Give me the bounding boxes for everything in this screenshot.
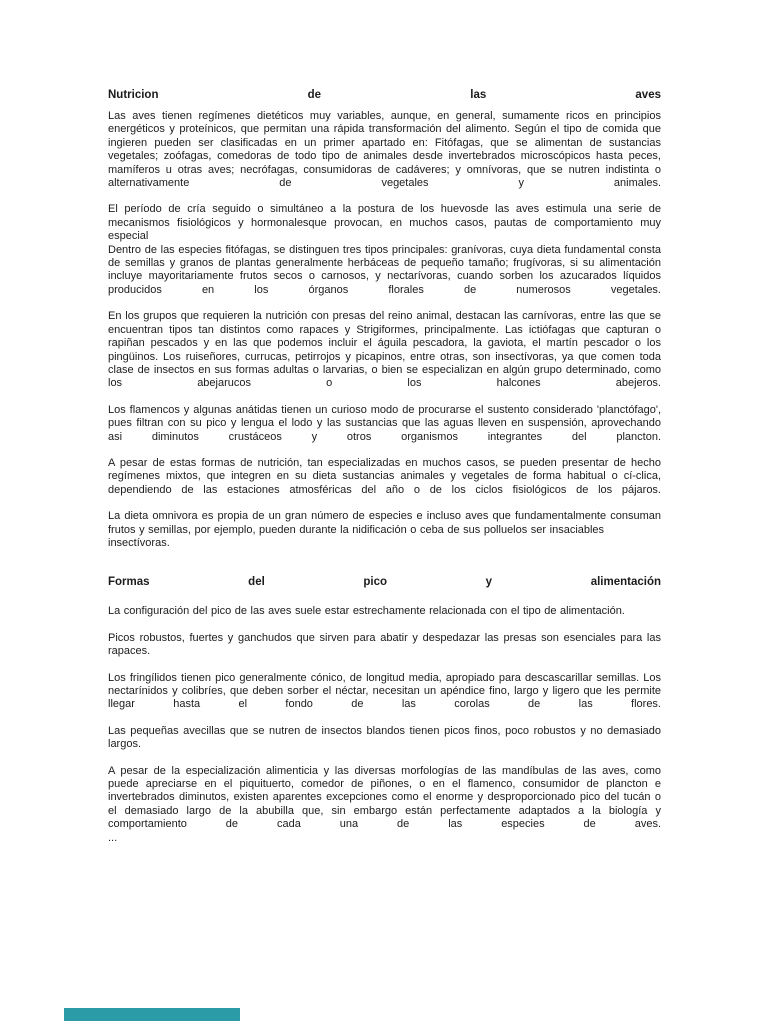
paragraph: Picos robustos, fuertes y ganchudos que sirven para abatir y despedazar las presas son esenciales para las rapaces. <box>108 631 661 658</box>
document-content <box>108 88 661 858</box>
paragraph: La configuración del pico de las aves suele estar estrechamente relacionada con el tipo de alimentación. <box>108 605 625 618</box>
paragraph: Dentro de las especies fitófagas, se distinguen tres tipos principales: granívoras, cuya dieta fundamental consta de semillas y granos de plantas generalmente herbáceas de pequeño tamaño; frugívoras, si su alimentación incluye mayoritariamente frutos secos o carnosos, y nectarívoras, cuando sorben los azucarados líquidos producidos en los órganos florales de numerosos vegetales. <box>108 243 661 296</box>
paragraph: En los grupos que requieren la nutrición con presas del reino animal, destacan las carnívoras, entre las que se encuentran tipos tan distintos como rapaces y Strigiformes, principalmente. Las ictiófagas que capturan o rapiñan pescados y en las que podemos incluir el águila pescadora, la gaviota, el martín pescador o los pingüinos. Los ruiseñores, currucas, petirrojos y picapinos, entre otras, son insectívoras, ya que comen toda clase de insectos en sus formas adultas o larvarias, o bien se especializan en algún grupo determinado, como los abejarucos o los halcones abejeros. <box>108 310 661 390</box>
paragraph: A pesar de la especialización alimenticia y las diversas morfologías de las mandíbulas de las aves, como puede apreciarse en el piquituerto, comedor de piñones, o en el flamenco, consumidor de plancton e invertebrados diminutos, existen aparentes excepciones como el enorme y desproporcionado pico del tucán o el demasiado largo de la abubilla que, sin embargo están perfectamente adaptados a la biología y comportamiento de cada una de las especies de aves. <box>108 764 661 831</box>
paragraph: Los flamencos y algunas anátidas tienen un curioso modo de procurarse el sustento considerado 'planctófago', pues filtran con su pico y lengua el lodo y las sustancias que las aguas lleven en suspensión, aprovechando asi diminutos crustáceos y otros organismos integrantes del plancton. <box>108 403 661 443</box>
paragraph: Las pequeñas avecillas que se nutren de insectos blandos tienen picos finos, poco robustos y no demasiado largos. <box>108 724 661 751</box>
paragraph: Los fringílidos tienen pico generalmente cónico, de longitud media, apropiado para descascarillar semillas. Los nectarínidos y colibríes, que deben sorber el néctar, necesitan un apéndice fino, largo y ligero que les permite llegar hasta el fondo de las corolas de las flores. <box>108 671 661 711</box>
footer-accent-bar <box>64 1008 240 1021</box>
paragraph: insectívoras. <box>108 536 170 549</box>
paragraph: A pesar de estas formas de nutrición, tan especializadas en muchos casos, se pueden presentar de hecho regímenes mixtos, que integren en su dieta sustancias animales y vegetales de forma habitual o cí-clica, dependiendo de las estaciones atmosféricas del año o de los ciclos fisiológicos de los pájaros. <box>108 456 661 496</box>
paragraph: Las aves tienen regímenes dietéticos muy variables, aunque, en general, sumamente ricos en principios energéticos y proteínicos, que permitan una rápida transformación del alimento. Según el tipo de comida que ingieren pueden ser clasificadas en un primer apartado en: Fitófagas, que se alimentan de sustancias vegetales; zoófagas, comedoras de todo tipo de animales desde invertebrados microscópicos hasta peces, mamíferos u otras aves; necrófagas, consumidoras de cadáveres; y omnívoras, que se nutren indistinta o alternativamente de vegetales y animales. <box>108 110 661 190</box>
paragraph: El período de cría seguido o simultáneo a la postura de los huevosde las aves estimula una serie de mecanismos fisiológicos y hormonalesque provocan, en muchos casos, pautas de comportamiento muy especial <box>108 203 661 243</box>
ellipsis-line: ... <box>108 831 118 844</box>
section-heading-formas-del-pico-y-alimentacion: Formas del pico y alimentación <box>108 576 661 589</box>
paragraph: La dieta omnivora es propia de un gran número de especies e incluso aves que fundamentalmente consuman frutos y semillas, por ejemplo, pueden durante la nidificación o ceba de sus polluelos ser insaciables <box>108 510 661 536</box>
section-heading-nutricion-de-las-aves: Nutricion de las aves <box>108 89 661 101</box>
